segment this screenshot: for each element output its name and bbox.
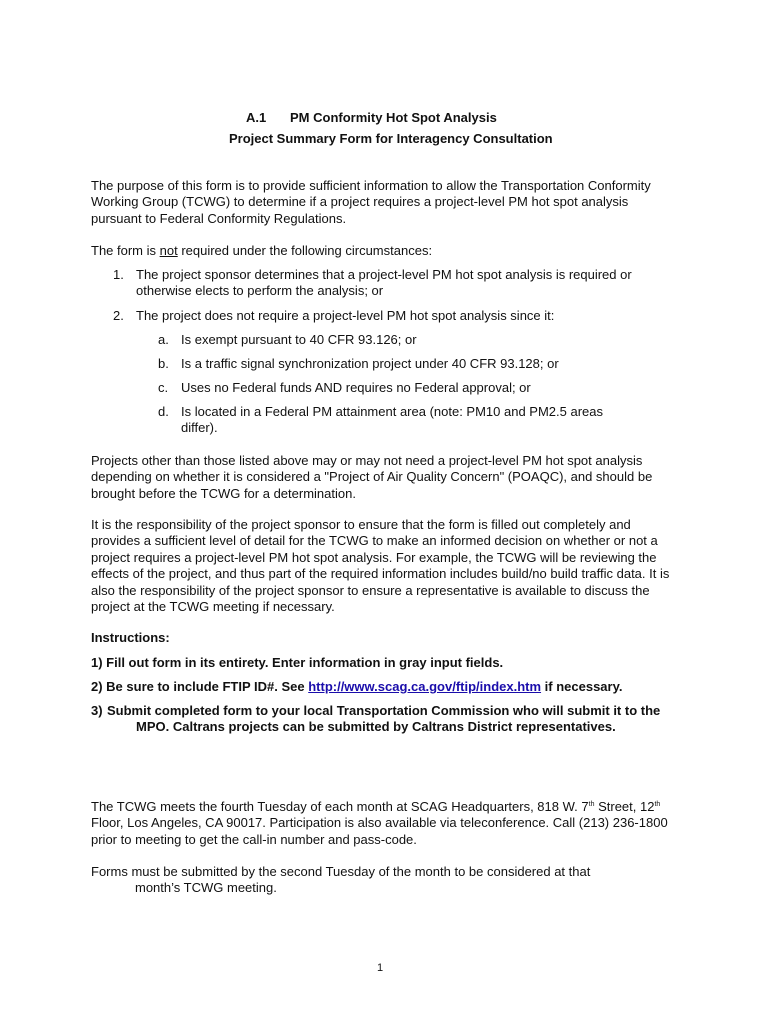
ftip-link[interactable]: http://www.scag.ca.gov/ftip/index.htm [308, 679, 542, 694]
purpose-paragraph: The purpose of this form is to provide sufficient information to allow the Transportation Conformity Working Group (TCWG) to determine if a project requires a project-level PM hot spot analysis pursuant to Federal Conformity Regulations. [91, 178, 651, 226]
sub-list-item [158, 404, 638, 437]
meeting-paragraph [91, 799, 671, 848]
sub-list-item [158, 332, 648, 348]
sub-list-marker: d. [158, 404, 169, 419]
sub-list-text: Is a traffic signal synchronization project under 40 CFR 93.128; or [181, 356, 559, 371]
not-required-intro [91, 243, 676, 259]
section-title: PM Conformity Hot Spot Analysis [290, 110, 497, 125]
instruction-step-1: 1) Fill out form in its entirety. Enter information in gray input fields. [91, 655, 504, 670]
meeting-part-2: Street, 12 [594, 799, 655, 814]
section-number: A.1 [246, 110, 267, 125]
step-3-text: Submit completed form to your local Transportation Commission who will submit it to the MPO. Caltrans projects can be submitted by Caltrans District representatives. [107, 703, 661, 735]
deadline-line-1: Forms must be submitted by the second Tuesday of the month to be considered at that [91, 864, 591, 879]
instruction-step-3 [91, 703, 666, 736]
section-heading [246, 110, 497, 126]
other-projects-paragraph: Projects other than those listed above may or may not need a project-level PM hot spot analysis depending on whether it is considered a "Project of Air Quality Concern" (POAQC), and should be brought before the TCWG for a determination. [91, 453, 653, 501]
list-item [113, 267, 673, 300]
list-text: The project sponsor determines that a project-level PM hot spot analysis is required or otherwise elects to perform the analysis; or [136, 267, 632, 299]
form-subtitle: Project Summary Form for Interagency Consultation [229, 131, 553, 146]
step-2-after: if necessary. [541, 679, 623, 694]
page-number: 1 [376, 962, 384, 974]
meeting-part-1: The TCWG meets the fourth Tuesday of each month at SCAG Headquarters, 818 W. 7 [91, 799, 589, 814]
sub-list-marker: c. [158, 380, 169, 395]
list-text: The project does not require a project-level PM hot spot analysis since it: [136, 308, 555, 323]
meeting-sup-1: th [588, 801, 595, 808]
responsibility-paragraph: It is the responsibility of the project sponsor to ensure that the form is filled out completely and provides a sufficient level of detail for the TCWG to make an informed decision on whether or not a project requires a project-level PM hot spot analysis. For example, the TCWG will be reviewing the effects of the project, and thus part of the required information includes build/no build traffic data. It is also the responsibility of the project sponsor to ensure a representative is available to discuss the project at the TCWG meeting if necessary. [91, 517, 670, 615]
sub-list-marker: b. [158, 356, 169, 371]
sub-list-text: Is exempt pursuant to 40 CFR 93.126; or [181, 332, 417, 347]
step-2-before: 2) Be sure to include FTIP ID#. See [91, 679, 309, 694]
list-marker: 1. [113, 267, 124, 282]
intro-emphasis: not [159, 243, 178, 258]
meeting-part-3: Floor, Los Angeles, CA 90017. Participation is also available via teleconference. Call (213) 236-1800 prior to meeting to get the call-in number and pass-code. [91, 815, 668, 847]
deadline-line-2: month’s TCWG meeting. [135, 880, 277, 895]
intro-before: The form is [91, 243, 160, 258]
list-item [113, 308, 673, 324]
list-marker: 2. [113, 308, 124, 323]
step-3-marker: 3) [91, 703, 103, 718]
sub-list-item [158, 356, 648, 372]
sub-list-marker: a. [158, 332, 169, 347]
instructions-heading: Instructions: [91, 630, 170, 645]
sub-list-item [158, 380, 648, 396]
sub-list-text: Is located in a Federal PM attainment area (note: PM10 and PM2.5 areas differ). [181, 404, 604, 436]
intro-after: required under the following circumstances: [177, 243, 433, 258]
meeting-sup-2: th [654, 801, 661, 808]
sub-list-text: Uses no Federal funds AND requires no Federal approval; or [181, 380, 531, 395]
instruction-step-2 [91, 679, 691, 695]
